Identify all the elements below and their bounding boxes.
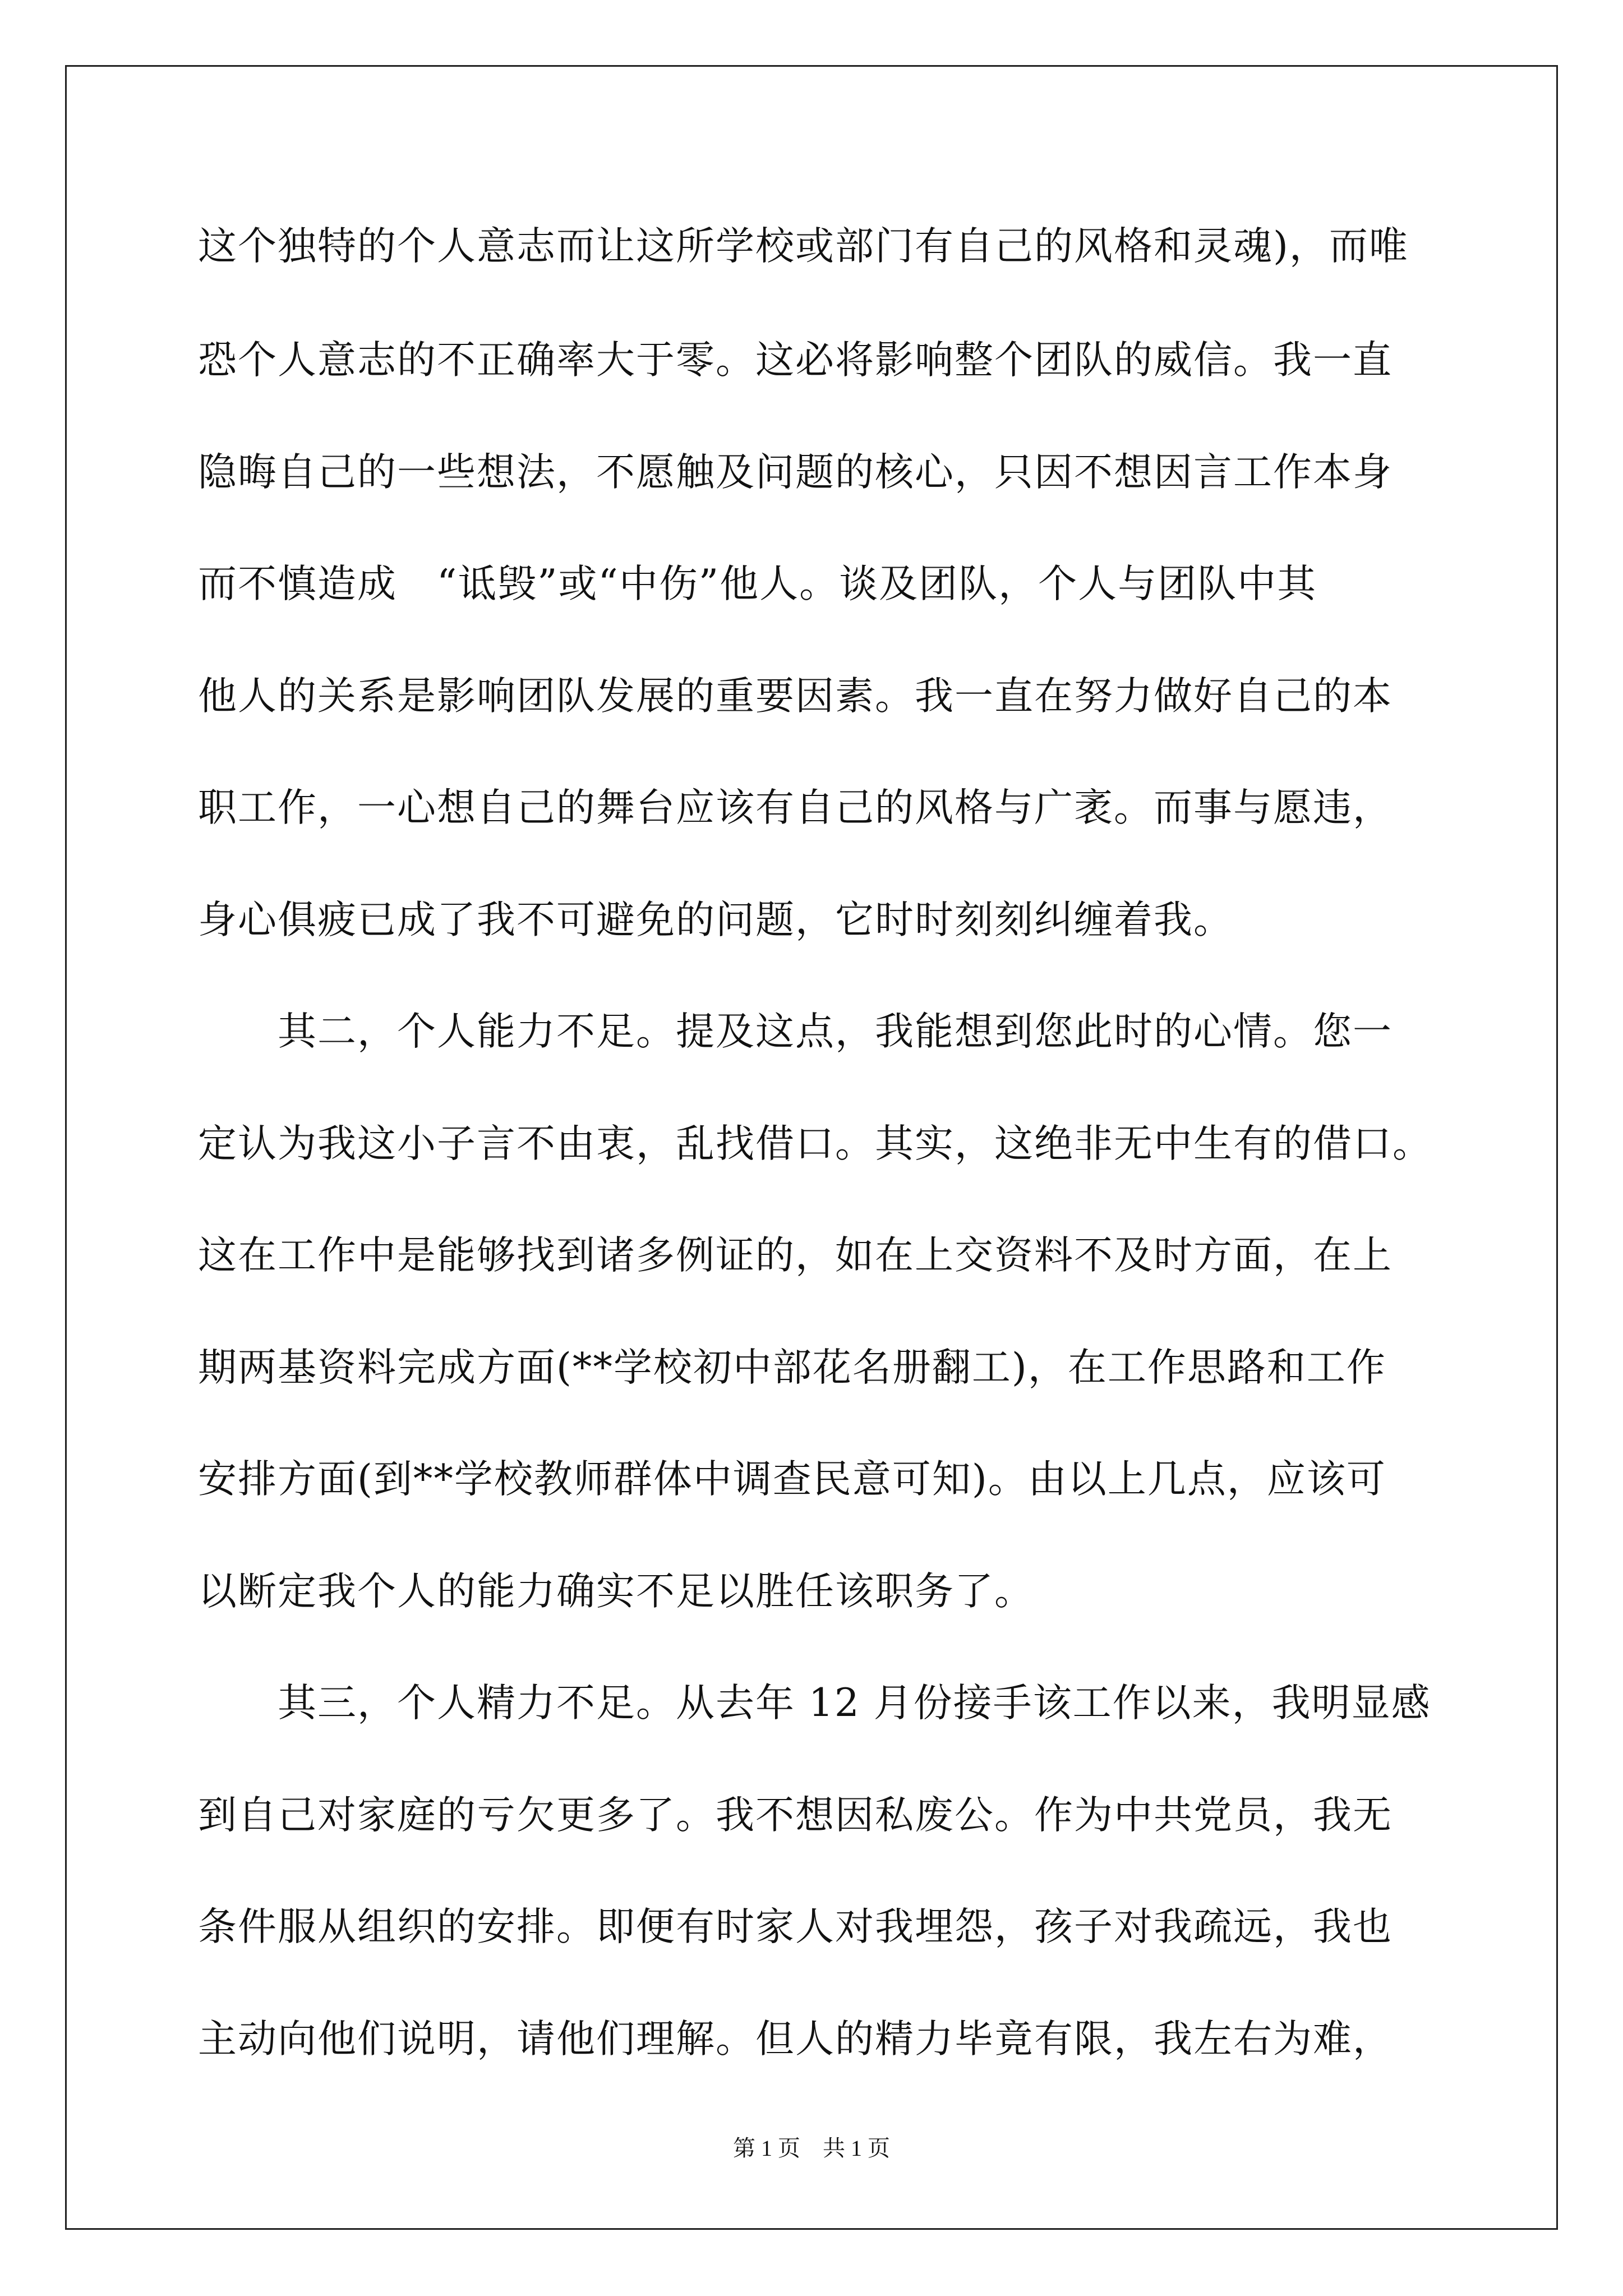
text-line: 这个独特的个人意志而让这所学校或部门有自己的风格和灵魂)，而唯 xyxy=(198,224,1409,269)
page-footer: 第 1 页 共 1 页 xyxy=(733,2136,890,2161)
text-line: 定认为我这小子言不由衷，乱找借口。其实，这绝非无中生有的借口。 xyxy=(198,1121,1432,1166)
text-line: 身心俱疲已成了我不可避免的问题，它时时刻刻纠缠着我。 xyxy=(198,898,1233,942)
text-line: 到自己对家庭的亏欠更多了。我不想因私废公。作为中共党员，我无 xyxy=(198,1793,1393,1838)
text-line: 他人的关系是影响团队发展的重要因素。我一直在努力做好自己的本 xyxy=(198,674,1393,719)
text-line: 恐个人意志的不正确率大于零。这必将影响整个团队的威信。我一直 xyxy=(198,338,1393,383)
text-line: 职工作，一心想自己的舞台应该有自己的风格与广袤。而事与愿违， xyxy=(198,785,1393,830)
text-line: 安排方面(到**学校教师群体中调查民意可知)。由以上几点，应该可 xyxy=(198,1457,1386,1502)
text-line: 这在工作中是能够找到诸多例证的，如在上交资料不及时方面，在上 xyxy=(198,1233,1393,1278)
text-line: 期两基资料完成方面(**学校初中部花名册翻工)，在工作思路和工作 xyxy=(198,1345,1386,1390)
text-line: 以断定我个人的能力确实不足以胜任该职务了。 xyxy=(198,1569,1034,1614)
text-line: 条件服从组织的安排。即便有时家人对我埋怨，孩子对我疏远，我也 xyxy=(198,1904,1393,1949)
text-line: 主动向他们说明，请他们理解。但人的精力毕竟有限，我左右为难， xyxy=(198,2017,1393,2062)
text-line: 其二，个人能力不足。提及这点，我能想到您此时的心情。您一 xyxy=(198,1009,1393,1054)
text-line: 而不慎造成 “诋毁”或“中伤”他人。谈及团队，个人与团队中其 xyxy=(198,562,1317,606)
text-line: 其三，个人精力不足。从去年 12 月份接手该工作以来，我明显感 xyxy=(198,1681,1431,1726)
text-line: 隐晦自己的一些想法，不愿触及问题的核心，只因不想因言工作本身 xyxy=(198,450,1393,495)
